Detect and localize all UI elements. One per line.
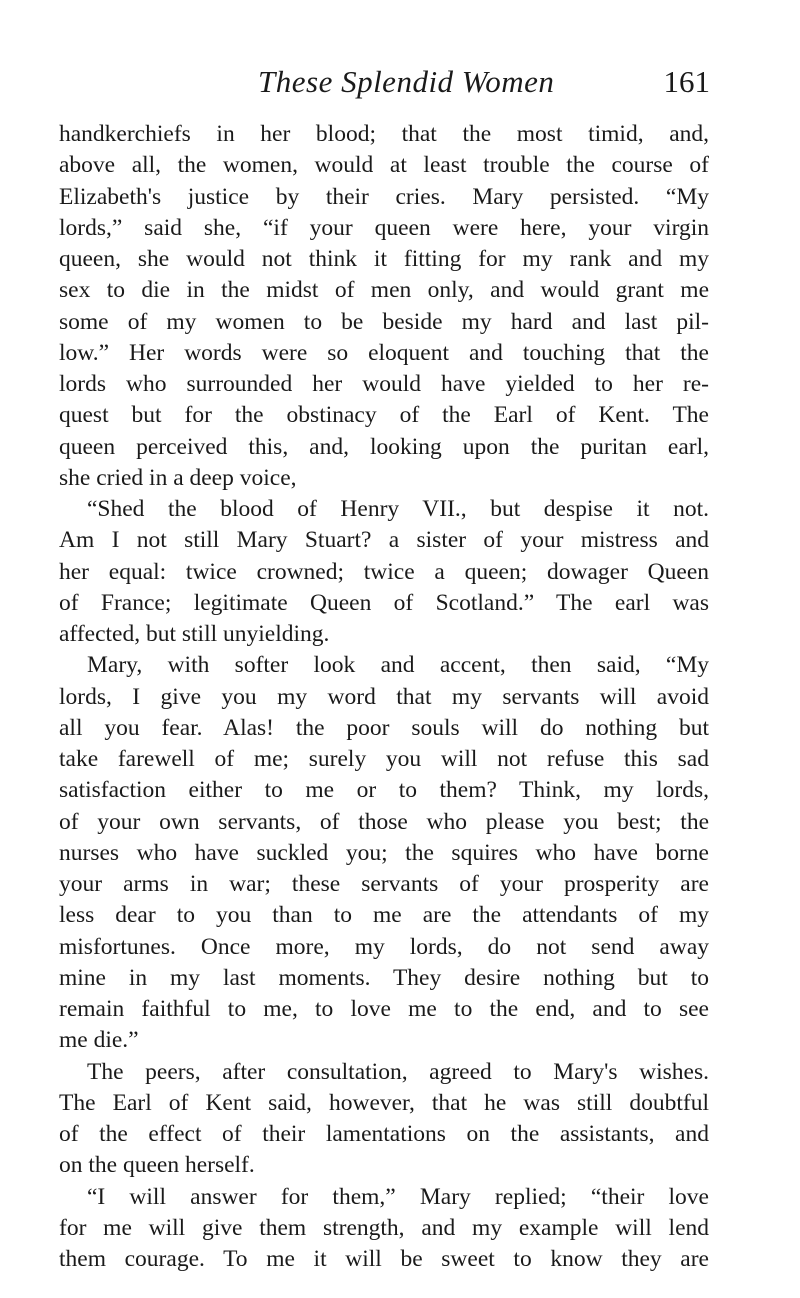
text-line: mine in my last moments. They desire nothing but to: [59, 964, 709, 991]
text-line: of the effect of their lamentations on the assistants, and: [59, 1121, 709, 1147]
text-line: her equal: twice crowned; twice a queen; dowager Queen: [59, 558, 709, 585]
text-line: above all, the women, would at least trouble the course of: [59, 152, 709, 179]
text-line: nurses who have suckled you; the squires who have borne: [59, 839, 709, 866]
text-line: “Shed the blood of Henry VII., but despise it not.: [87, 496, 709, 522]
text-line: them courage. To me it will be sweet to know they are: [59, 1246, 709, 1272]
text-line: me die.”: [59, 1027, 139, 1054]
text-line: low.” Her words were so eloquent and touching that the: [59, 339, 709, 366]
text-line: some of my women to be beside my hard and last pil-: [59, 308, 709, 335]
text-line: lords, I give you my word that my servants will avoid: [59, 683, 709, 710]
text-line: on the queen herself.: [59, 1152, 255, 1179]
text-line: handkerchiefs in her blood; that the most timid, and,: [59, 121, 709, 147]
page-header: [258, 62, 710, 106]
text-line: lords who surrounded her would have yielded to her re-: [59, 371, 709, 397]
running-title: These Splendid Women: [258, 64, 555, 99]
text-line: for me will give them strength, and my example will lend: [59, 1214, 709, 1241]
text-line: queen, she would not think it fitting for my rank and my: [59, 246, 709, 272]
text-line: queen perceived this, and, looking upon the puritan earl,: [59, 433, 709, 460]
text-line: “I will answer for them,” Mary replied; “their love: [87, 1183, 709, 1210]
text-line: of your own servants, of those who please you best; the: [59, 808, 709, 835]
text-line: remain faithful to me, to love me to the end, and to see: [59, 996, 709, 1022]
text-line: Elizabeth's justice by their cries. Mary persisted. “My: [59, 183, 709, 210]
text-line: your arms in war; these servants of your prosperity are: [59, 871, 709, 897]
text-line: of France; legitimate Queen of Scotland.” The earl was: [59, 589, 709, 616]
text-line: lords,” said she, “if your queen were here, your virgin: [59, 214, 709, 241]
page-number: 161: [663, 64, 710, 99]
text-line: The Earl of Kent said, however, that he was still doubtful: [59, 1089, 709, 1116]
text-line: misfortunes. Once more, my lords, do not send away: [59, 933, 709, 960]
text-line: all you fear. Alas! the poor souls will do nothing but: [59, 714, 709, 741]
body-text: [59, 119, 709, 1275]
text-line: Mary, with softer look and accent, then said, “My: [87, 652, 709, 679]
text-line: take farewell of me; surely you will not refuse this sad: [59, 746, 709, 772]
text-line: sex to die in the midst of men only, and would grant me: [59, 277, 709, 304]
text-line: satisfaction either to me or to them? Think, my lords,: [59, 777, 709, 804]
text-line: less dear to you than to me are the attendants of my: [59, 902, 709, 929]
text-line: affected, but still unyielding.: [59, 621, 330, 647]
text-line: The peers, after consultation, agreed to Mary's wishes.: [87, 1058, 709, 1085]
text-line: she cried in a deep voice,: [59, 464, 297, 491]
text-line: Am I not still Mary Stuart? a sister of your mistress and: [59, 527, 709, 554]
text-line: quest but for the obstinacy of the Earl of Kent. The: [59, 402, 709, 429]
